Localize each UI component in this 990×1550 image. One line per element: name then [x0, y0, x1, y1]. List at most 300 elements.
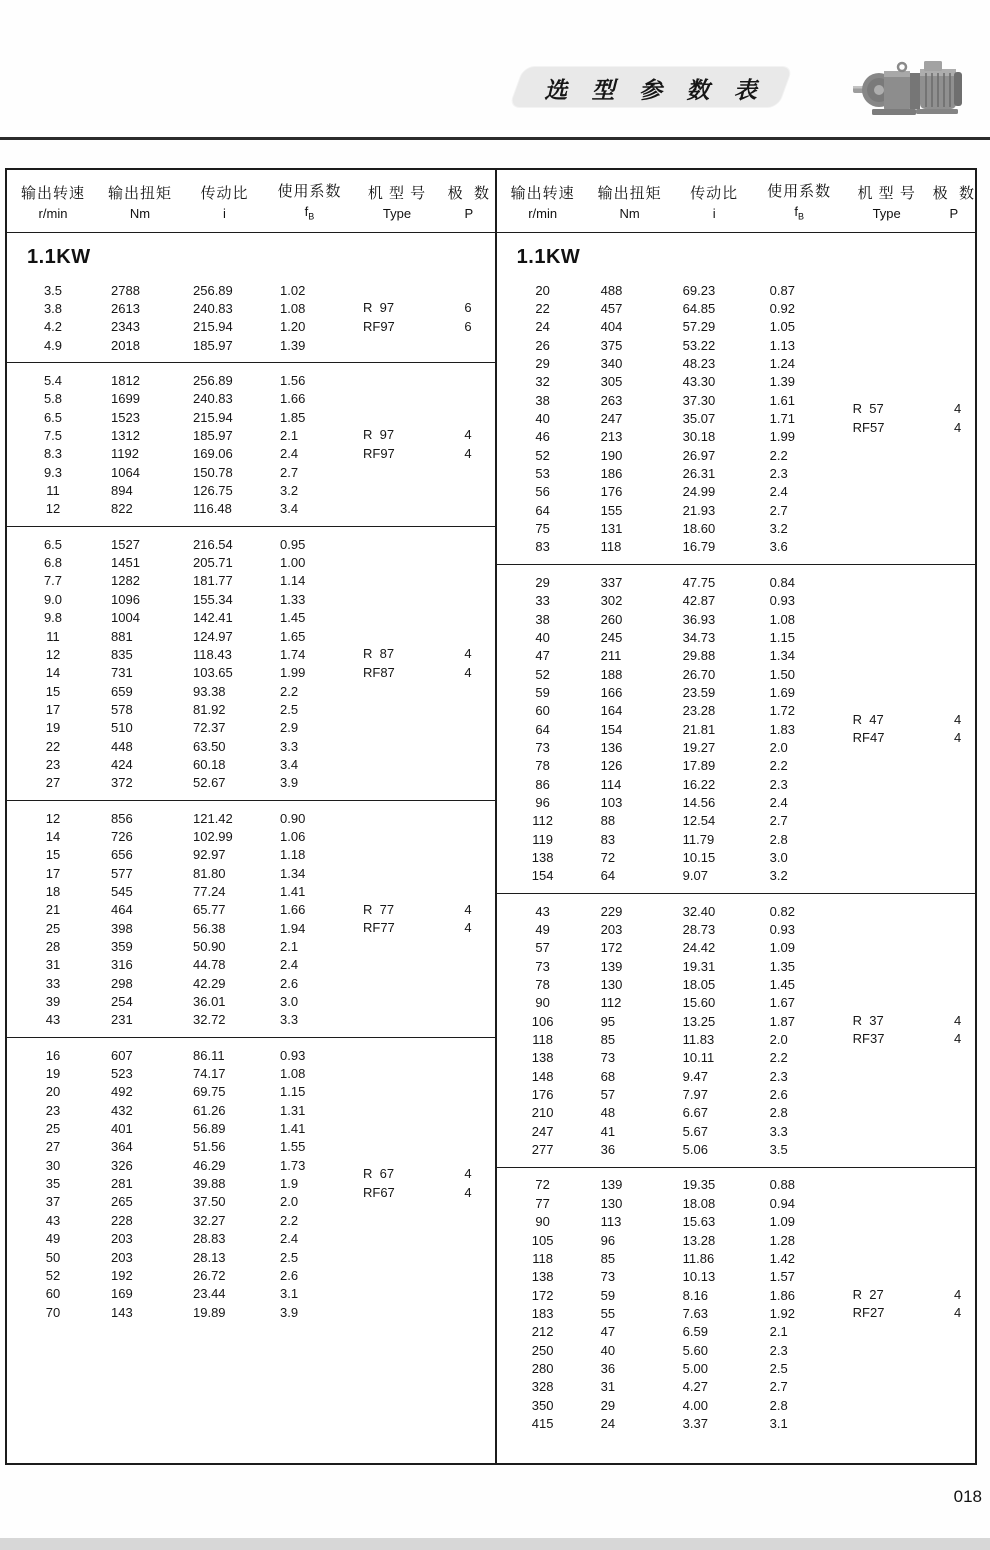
cell-torque: 254: [111, 994, 133, 1010]
table-row: [7, 682, 495, 700]
cell-speed: 19: [45, 720, 61, 736]
cell-ratio: 240.83: [193, 301, 233, 317]
model-type-label: RF27: [852, 1305, 885, 1321]
cell-service-factor: 2.7: [769, 502, 788, 518]
cell-torque: 155: [600, 502, 623, 518]
cell-ratio: 116.48: [193, 501, 232, 517]
cell-speed: 33: [535, 593, 550, 609]
table-row: [7, 609, 495, 627]
header-output-speed: 输出转速 r/min: [20, 184, 85, 221]
cell-speed: 47: [535, 648, 550, 664]
cell-service-factor: 1.86: [769, 1287, 795, 1303]
table-row: [7, 299, 495, 317]
cell-speed: 29: [535, 356, 550, 372]
cell-torque: 656: [111, 847, 133, 863]
cell-ratio: 4.27: [682, 1379, 708, 1395]
cell-speed: 26: [535, 337, 550, 353]
table-row: [497, 519, 975, 537]
cell-service-factor: 2.4: [280, 957, 299, 973]
cell-ratio: 42.29: [193, 975, 226, 991]
table-row: [7, 318, 495, 336]
cell-speed: 17: [45, 865, 61, 881]
table-row: [7, 1083, 495, 1101]
cell-service-factor: 1.99: [280, 665, 306, 681]
cell-service-factor: 2.8: [769, 1105, 788, 1121]
cell-service-factor: 1.09: [769, 1214, 795, 1230]
cell-torque: 364: [111, 1139, 133, 1155]
table-row: [497, 939, 975, 957]
power-title: 1.1KW: [516, 245, 581, 268]
model-type-label: RF37: [852, 1031, 885, 1047]
table-row: [7, 1230, 495, 1248]
cell-ratio: 46.29: [193, 1157, 226, 1173]
table-row: [7, 1193, 495, 1211]
cell-speed: 27: [45, 775, 61, 791]
table-row: [497, 683, 975, 701]
cell-speed: 49: [45, 1231, 61, 1247]
cell-torque: 192: [111, 1267, 133, 1283]
cell-speed: 212: [531, 1324, 554, 1340]
cell-service-factor: 2.3: [769, 1068, 788, 1084]
cell-service-factor: 1.33: [280, 591, 306, 607]
cell-speed: 138: [531, 849, 554, 865]
cell-speed: 19: [45, 1066, 61, 1082]
cell-ratio: 77.24: [193, 883, 226, 899]
cell-speed: 40: [535, 629, 550, 645]
cell-ratio: 32.40: [682, 903, 716, 919]
table-group: [497, 564, 975, 893]
table-group: [7, 800, 495, 1037]
cell-torque: 1312: [111, 428, 140, 444]
table-row: [497, 483, 975, 501]
table-row: [497, 573, 975, 591]
cell-ratio: 11.86: [682, 1250, 715, 1266]
page-title: 选 型 参 数 表: [544, 76, 766, 103]
table-row: [7, 426, 495, 444]
table-row: [7, 1138, 495, 1156]
cell-ratio: 19.27: [682, 739, 716, 755]
table-row: [497, 428, 975, 446]
cell-ratio: 51.56: [193, 1139, 226, 1155]
cell-torque: 265: [111, 1194, 133, 1210]
cell-ratio: 19.89: [193, 1304, 226, 1320]
table-row: [7, 1119, 495, 1137]
table-row: [7, 1064, 495, 1082]
cell-service-factor: 1.31: [280, 1102, 306, 1118]
cell-torque: 523: [111, 1066, 133, 1082]
cell-ratio: 52.67: [193, 775, 226, 791]
cell-speed: 29: [535, 574, 550, 590]
table-row: [497, 1085, 975, 1103]
cell-torque: 36: [600, 1360, 616, 1376]
cell-service-factor: 3.9: [280, 1304, 299, 1320]
cell-speed: 57: [535, 940, 550, 956]
cell-ratio: 36.93: [682, 611, 716, 627]
cell-service-factor: 2.4: [280, 1231, 299, 1247]
table-row: [497, 1104, 975, 1122]
table-row: [7, 737, 495, 755]
cell-torque: 372: [111, 775, 133, 791]
table-row: [7, 336, 495, 354]
table-row: [7, 445, 495, 463]
cell-torque: 211: [600, 648, 622, 664]
cell-ratio: 28.83: [193, 1231, 226, 1247]
cell-speed: 50: [45, 1249, 61, 1265]
cell-service-factor: 1.15: [769, 629, 795, 645]
cell-ratio: 15.63: [682, 1214, 716, 1230]
cell-speed: 138: [531, 1269, 554, 1285]
cell-speed: 6.8: [43, 555, 63, 571]
cell-speed: 25: [45, 1121, 61, 1137]
pole-count-label: 4: [954, 1031, 962, 1047]
cell-ratio: 6.67: [682, 1105, 708, 1121]
cell-speed: 7.5: [43, 428, 63, 444]
table-row: [497, 1341, 975, 1359]
pole-count-label: 4: [464, 646, 472, 662]
cell-ratio: 23.44: [193, 1286, 226, 1302]
cell-service-factor: 1.99: [769, 429, 795, 445]
cell-ratio: 64.85: [682, 301, 716, 317]
table-row: [7, 937, 495, 955]
cell-ratio: 8.16: [682, 1287, 708, 1303]
table-row: [497, 1213, 975, 1231]
cell-service-factor: 2.8: [769, 831, 788, 847]
cell-ratio: 240.83: [193, 391, 233, 407]
cell-service-factor: 1.66: [280, 902, 306, 918]
cell-speed: 3.8: [43, 301, 63, 317]
cell-ratio: 11.79: [682, 831, 715, 847]
cell-service-factor: 3.0: [769, 849, 788, 865]
cell-service-factor: 3.2: [280, 483, 299, 499]
cell-service-factor: 1.65: [280, 628, 306, 644]
cell-ratio: 23.59: [682, 684, 716, 700]
cell-service-factor: 3.1: [769, 1415, 788, 1431]
cell-ratio: 18.05: [682, 977, 716, 993]
cell-ratio: 43.30: [682, 374, 716, 390]
header-output-torque: 输出扭矩 Nm: [107, 184, 172, 221]
cell-ratio: 5.00: [682, 1360, 708, 1376]
cell-torque: 305: [600, 374, 623, 390]
cell-torque: 245: [600, 629, 623, 645]
cell-speed: 75: [535, 521, 550, 537]
cell-speed: 40: [535, 411, 550, 427]
cell-service-factor: 2.0: [769, 1032, 788, 1048]
cell-speed: 43: [535, 903, 550, 919]
cell-ratio: 24.42: [682, 940, 716, 956]
cell-torque: 578: [111, 701, 133, 717]
cell-service-factor: 1.83: [769, 721, 795, 737]
cell-speed: 7.7: [43, 573, 63, 589]
cell-ratio: 185.97: [193, 428, 233, 444]
cell-ratio: 81.80: [193, 865, 226, 881]
cell-speed: 8.3: [43, 446, 63, 462]
cell-service-factor: 2.4: [280, 446, 299, 462]
table-row: [7, 809, 495, 827]
table-row: [497, 1323, 975, 1341]
cell-torque: 59: [600, 1287, 616, 1303]
cell-ratio: 150.78: [193, 464, 233, 480]
table-row: [497, 920, 975, 938]
cell-service-factor: 1.15: [280, 1084, 306, 1100]
cell-speed: 15: [45, 847, 61, 863]
cell-ratio: 26.70: [682, 666, 716, 682]
table-row: [497, 1194, 975, 1212]
cell-service-factor: 1.9: [280, 1176, 299, 1192]
cell-torque: 85: [600, 1032, 616, 1048]
cell-ratio: 32.27: [193, 1212, 226, 1228]
cell-torque: 326: [111, 1157, 133, 1173]
cell-service-factor: 2.8: [769, 1397, 788, 1413]
cell-ratio: 14.56: [682, 794, 716, 810]
cell-service-factor: 1.55: [280, 1139, 306, 1155]
cell-speed: 9.0: [43, 591, 63, 607]
table-row: [7, 590, 495, 608]
cell-speed: 280: [531, 1360, 554, 1376]
table-row: [7, 1011, 495, 1029]
table-row: [7, 408, 495, 426]
table-row: [7, 700, 495, 718]
table-row: [497, 665, 975, 683]
cell-ratio: 3.37: [682, 1415, 708, 1431]
table-row: [497, 391, 975, 409]
cell-speed: 83: [535, 539, 550, 555]
cell-service-factor: 1.57: [769, 1269, 795, 1285]
cell-ratio: 19.31: [682, 958, 716, 974]
cell-service-factor: 2.9: [280, 720, 299, 736]
header-model-type: 机 型 号 Type: [857, 184, 916, 221]
cell-ratio: 205.71: [193, 555, 233, 571]
cell-speed: 90: [535, 1214, 550, 1230]
cell-speed: 6.5: [43, 409, 63, 425]
table-row: [497, 610, 975, 628]
cell-torque: 492: [111, 1084, 133, 1100]
cell-speed: 119: [532, 831, 554, 847]
cell-torque: 401: [111, 1121, 133, 1137]
cell-service-factor: 1.69: [769, 684, 795, 700]
cell-speed: 118: [532, 1250, 554, 1266]
cell-torque: 126: [600, 758, 623, 774]
table-row: [7, 481, 495, 499]
cell-torque: 1064: [111, 464, 140, 480]
table-row: [497, 1067, 975, 1085]
cell-torque: 73: [600, 1050, 616, 1066]
cell-ratio: 7.63: [682, 1305, 708, 1321]
pole-count-label: 4: [464, 1184, 472, 1200]
cell-speed: 17: [45, 701, 61, 717]
model-type-label: R 97: [363, 427, 395, 443]
cell-speed: 12: [45, 646, 61, 662]
cell-ratio: 63.50: [193, 738, 226, 754]
pole-count-label: 4: [954, 1305, 962, 1321]
power-title: 1.1KW: [27, 245, 91, 268]
table-row: [497, 501, 975, 519]
cell-service-factor: 1.28: [769, 1232, 795, 1248]
selection-table-right: [497, 170, 975, 1463]
cell-speed: 247: [531, 1123, 554, 1139]
cell-service-factor: 3.4: [280, 756, 299, 772]
cell-torque: 457: [600, 301, 623, 317]
table-row: [497, 702, 975, 720]
cell-torque: 404: [600, 319, 623, 335]
cell-torque: 881: [111, 628, 133, 644]
cell-speed: 20: [535, 282, 550, 298]
cell-torque: 24: [600, 1415, 616, 1431]
cell-torque: 302: [600, 593, 623, 609]
table-row: [497, 1176, 975, 1194]
cell-service-factor: 2.0: [280, 1194, 299, 1210]
table-row: [497, 1030, 975, 1048]
cell-torque: 172: [600, 940, 623, 956]
cell-service-factor: 1.94: [280, 920, 306, 936]
cell-speed: 11: [46, 628, 60, 644]
cell-service-factor: 2.5: [769, 1360, 788, 1376]
cell-torque: 95: [600, 1013, 616, 1029]
cell-ratio: 13.28: [682, 1232, 716, 1248]
table-row: [497, 867, 975, 885]
cell-speed: 46: [535, 429, 550, 445]
cell-service-factor: 0.95: [280, 536, 306, 552]
table-row: [7, 500, 495, 518]
cell-service-factor: 0.93: [280, 1047, 306, 1063]
cell-ratio: 39.88: [193, 1176, 226, 1192]
pole-count-label: 4: [954, 1013, 962, 1029]
cell-speed: 14: [45, 828, 61, 844]
cell-ratio: 19.35: [682, 1177, 716, 1193]
cell-ratio: 103.65: [193, 665, 233, 681]
table-row: [497, 373, 975, 391]
cell-service-factor: 1.24: [769, 356, 795, 372]
cell-ratio: 28.73: [682, 922, 716, 938]
cell-service-factor: 0.88: [769, 1177, 795, 1193]
cell-ratio: 23.28: [682, 703, 716, 719]
cell-ratio: 6.59: [682, 1324, 708, 1340]
cell-speed: 52: [45, 1267, 61, 1283]
cell-torque: 398: [111, 920, 133, 936]
cell-torque: 166: [600, 684, 623, 700]
header-model-type: 机 型 号 Type: [367, 184, 427, 221]
cell-torque: 260: [600, 611, 623, 627]
cell-speed: 11: [46, 483, 60, 499]
table-row: [7, 572, 495, 590]
pole-count-label: 4: [954, 711, 962, 727]
cell-torque: 263: [600, 392, 623, 408]
cell-service-factor: 3.6: [769, 539, 788, 555]
cell-ratio: 5.67: [682, 1123, 708, 1139]
header-poles: 极 数 P: [932, 184, 975, 221]
cell-torque: 118: [600, 539, 622, 555]
header-output-torque: 输出扭矩 Nm: [597, 184, 662, 221]
cell-speed: 415: [531, 1415, 554, 1431]
cell-service-factor: 0.94: [769, 1195, 795, 1211]
table-row: [7, 535, 495, 553]
cell-speed: 37: [45, 1194, 61, 1210]
cell-torque: 85: [600, 1250, 616, 1266]
header-poles: 极 数 P: [447, 184, 490, 221]
cell-speed: 33: [45, 975, 61, 991]
cell-speed: 60: [535, 703, 550, 719]
cell-service-factor: 1.41: [280, 883, 306, 899]
table-group: [7, 233, 495, 362]
cell-service-factor: 1.41: [280, 1121, 306, 1137]
cell-torque: 113: [600, 1214, 622, 1230]
cell-torque: 607: [111, 1047, 133, 1063]
table-header: [497, 170, 975, 233]
cell-speed: 28: [45, 939, 61, 955]
pole-count-label: 4: [464, 427, 472, 443]
cell-torque: 48: [600, 1105, 616, 1121]
pole-count-label: 6: [464, 300, 472, 316]
cell-ratio: 24.99: [682, 484, 716, 500]
cell-service-factor: 0.93: [769, 922, 795, 938]
table-row: [7, 1266, 495, 1284]
cell-torque: 432: [111, 1102, 133, 1118]
cell-speed: 25: [45, 920, 61, 936]
cell-service-factor: 2.3: [769, 466, 788, 482]
cell-torque: 31: [600, 1379, 616, 1395]
table-row: [7, 901, 495, 919]
cell-ratio: 28.13: [193, 1249, 226, 1265]
cell-ratio: 81.92: [193, 701, 226, 717]
model-type-label: R 37: [852, 1013, 884, 1029]
cell-ratio: 44.78: [193, 957, 226, 973]
cell-ratio: 215.94: [193, 409, 233, 425]
table-row: [497, 720, 975, 738]
cell-torque: 375: [600, 337, 623, 353]
cell-torque: 139: [600, 1177, 623, 1193]
table-row: [7, 956, 495, 974]
cell-torque: 1812: [111, 373, 140, 389]
cell-service-factor: 3.4: [280, 501, 299, 517]
table-row: [497, 1396, 975, 1414]
model-type-label: R 27: [852, 1286, 884, 1302]
table-row: [497, 628, 975, 646]
table-row: [497, 1286, 975, 1304]
cell-ratio: 169.06: [193, 446, 233, 462]
cell-speed: 5.8: [43, 391, 63, 407]
cell-torque: 577: [111, 865, 133, 881]
cell-speed: 106: [531, 1013, 554, 1029]
cell-torque: 57: [600, 1087, 616, 1103]
table-row: [497, 281, 975, 299]
pole-count-label: 4: [464, 664, 472, 680]
cell-ratio: 35.07: [682, 411, 716, 427]
cell-speed: 56: [535, 484, 550, 500]
cell-speed: 23: [45, 756, 61, 772]
cell-ratio: 142.41: [193, 610, 233, 626]
cell-speed: 49: [535, 922, 550, 938]
cell-speed: 6.5: [43, 536, 63, 552]
selection-table-left: [7, 170, 497, 1463]
cell-ratio: 37.30: [682, 392, 716, 408]
cell-torque: 1699: [111, 391, 140, 407]
cell-torque: 131: [600, 521, 623, 537]
cell-torque: 2343: [111, 319, 140, 335]
cell-service-factor: 3.2: [769, 868, 788, 884]
cell-speed: 22: [535, 301, 550, 317]
cell-speed: 154: [531, 868, 554, 884]
cell-torque: 103: [600, 794, 623, 810]
cell-torque: 64: [600, 868, 616, 884]
table-row: [497, 647, 975, 665]
cell-torque: 1096: [111, 591, 140, 607]
table-row: [497, 793, 975, 811]
cell-torque: 510: [111, 720, 133, 736]
table-row: [497, 1231, 975, 1249]
cell-speed: 77: [535, 1195, 550, 1211]
model-type-label: RF57: [852, 419, 885, 435]
cell-service-factor: 1.08: [280, 301, 306, 317]
cell-ratio: 26.31: [682, 466, 716, 482]
